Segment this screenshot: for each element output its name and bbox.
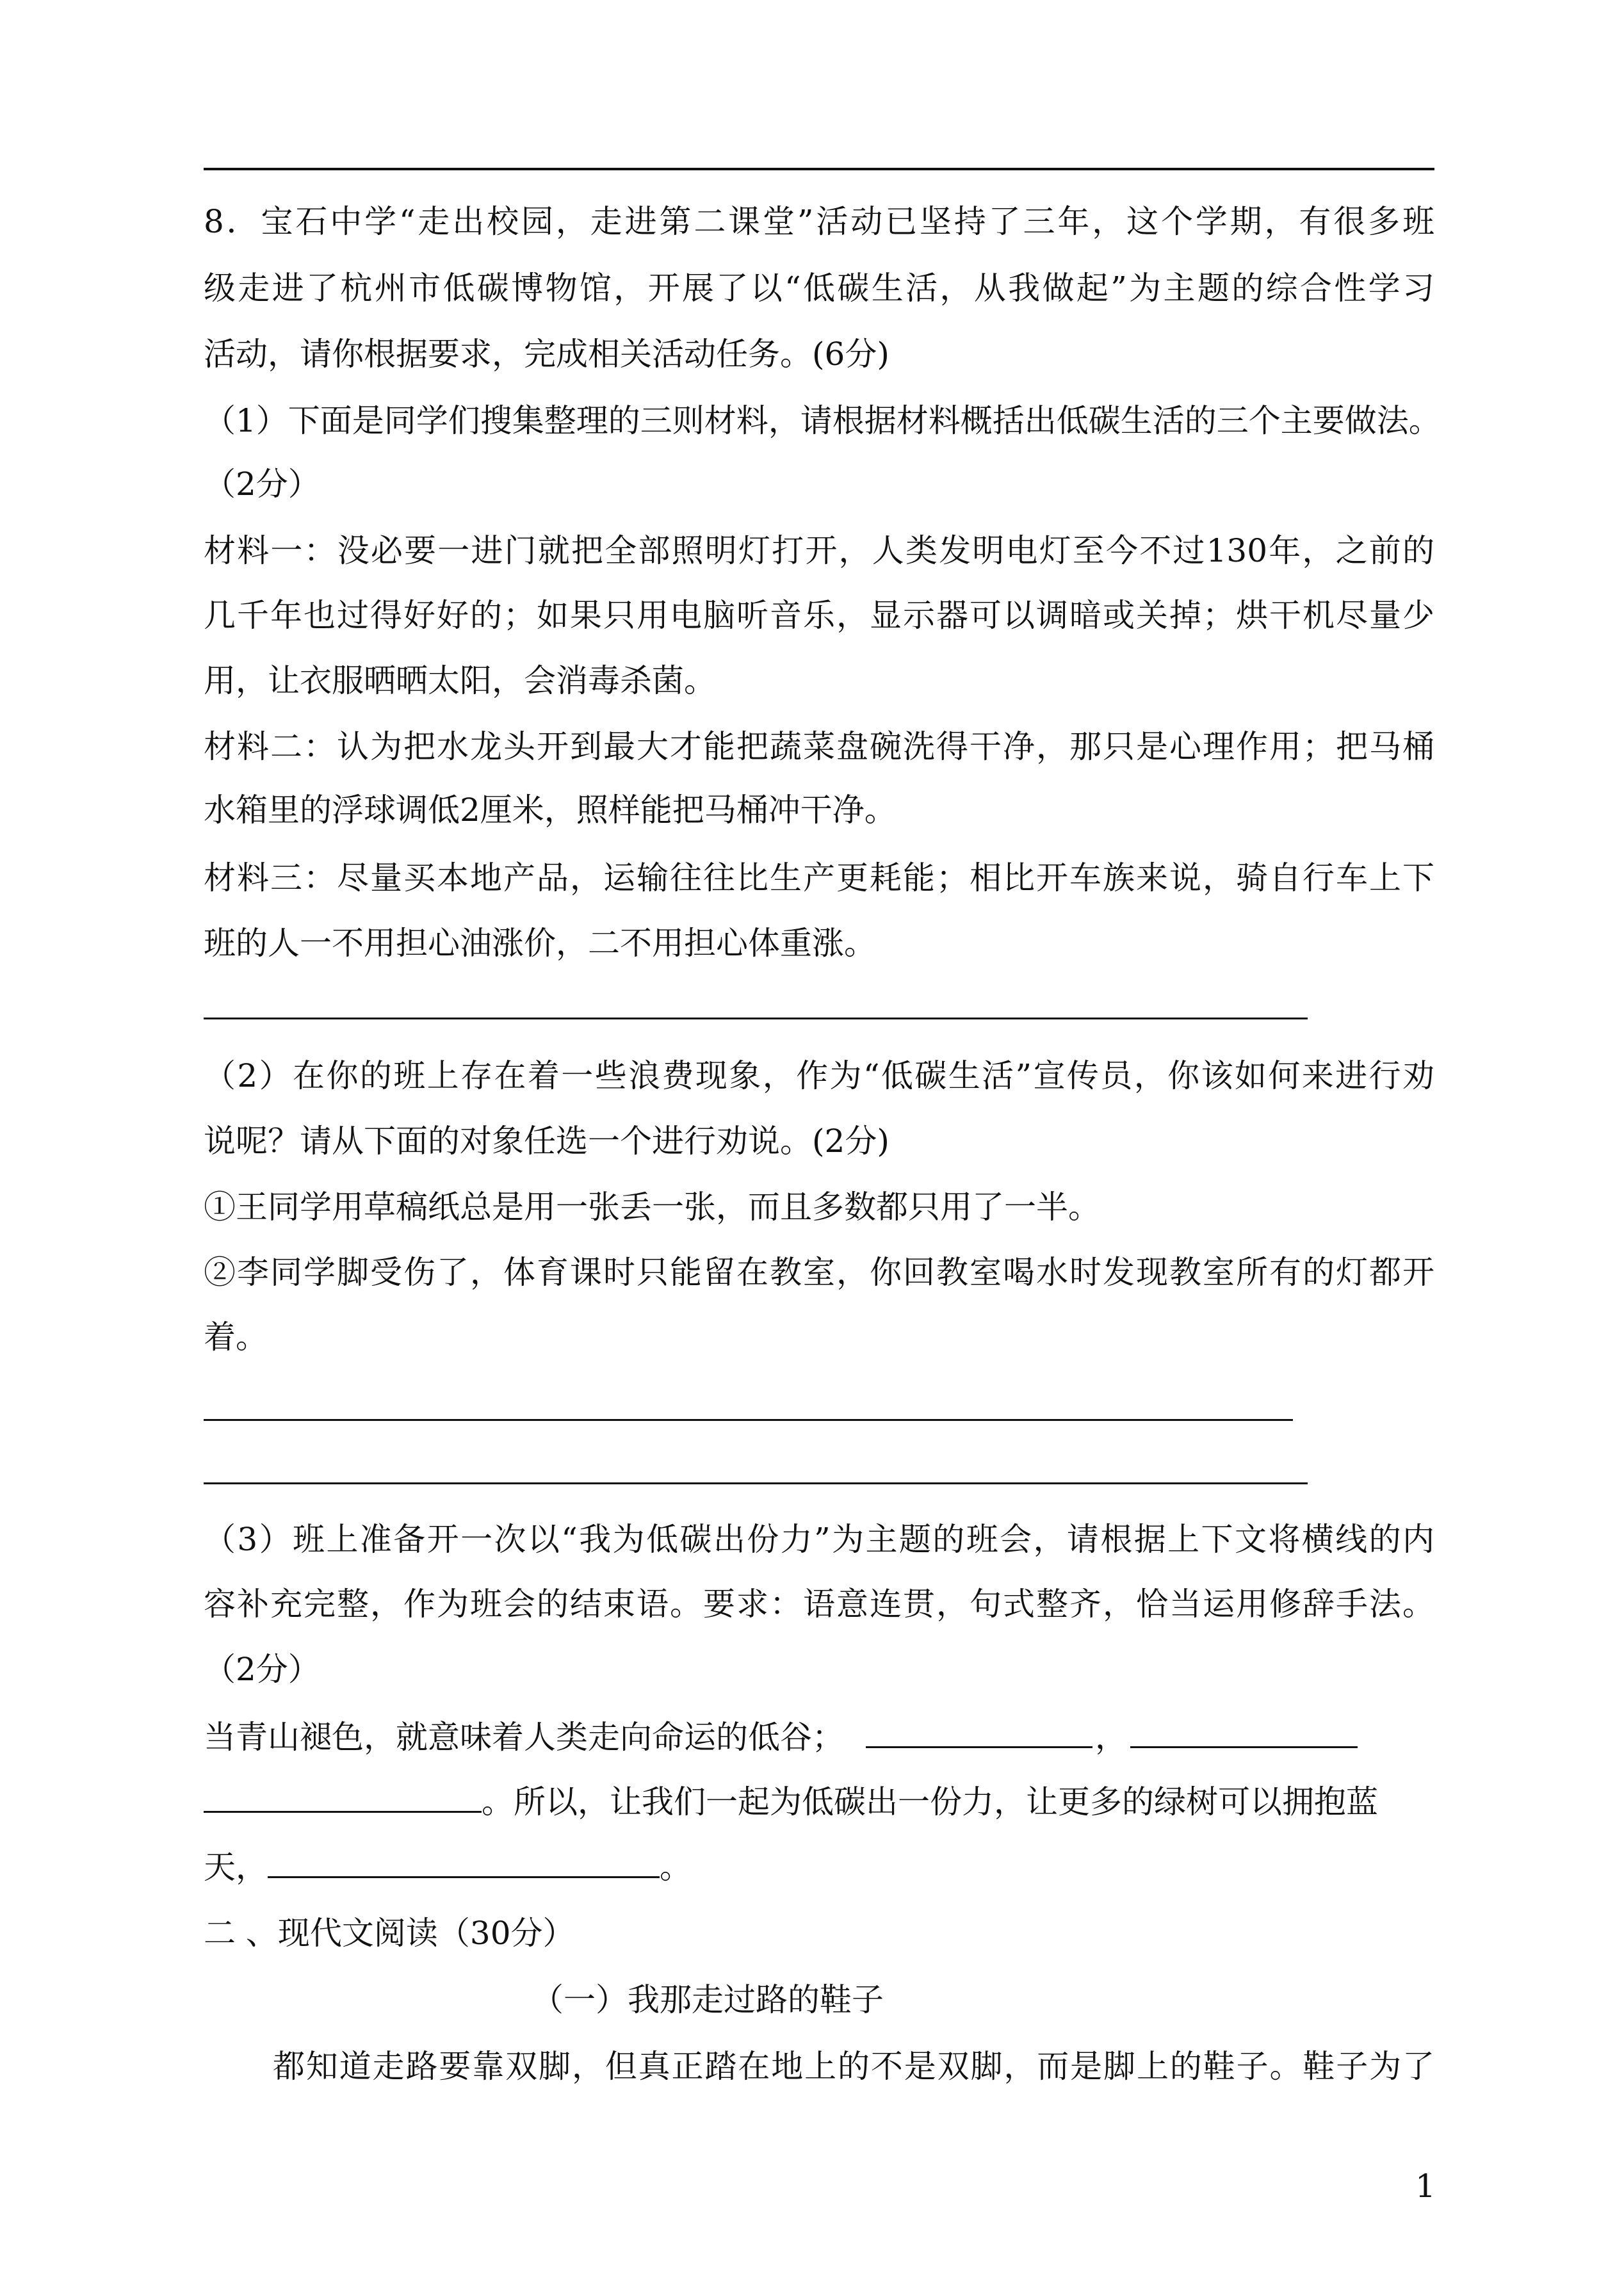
fill-blank[interactable] bbox=[866, 1718, 1092, 1748]
fill-sentence-line bbox=[204, 1783, 1434, 1821]
header-rule bbox=[204, 168, 1434, 170]
material-line: 材料一：没必要一进门就把全部照明灯打开，人类发明电灯至今不过130年，之前的 bbox=[204, 532, 1434, 569]
part2-option: ②李同学脚受伤了，体育课时只能留在教室，你回教室喝水时发现教室所有的灯都开 bbox=[204, 1254, 1434, 1291]
part1-prompt: （1）下面是同学们搜集整理的三则材料，请根据材料概括出低碳生活的三个主要做法。 bbox=[204, 402, 1441, 439]
material-line: 水箱里的浮球调低2厘米，照样能把马桶冲干净。 bbox=[204, 791, 897, 829]
part2-option: ①王同学用草稿纸总是用一张丢一张，而且多数都只用了一半。 bbox=[204, 1188, 1100, 1226]
answer-line[interactable] bbox=[204, 1419, 1293, 1421]
material-line: 材料三：尽量买本地产品，运输往往比生产更耗能；相比开车族来说，骑自行车上下 bbox=[204, 859, 1434, 896]
page-number: 1 bbox=[1415, 2168, 1436, 2205]
material-line: 材料二：认为把水龙头开到最大才能把蔬菜盘碗洗得干净，那只是心理作用；把马桶 bbox=[204, 728, 1434, 765]
fill-blank[interactable] bbox=[204, 1783, 482, 1813]
q8-intro-line: 级走进了杭州市低碳博物馆，开展了以“低碳生活，从我做起”为主题的综合性学习 bbox=[204, 270, 1434, 307]
fill-blank[interactable] bbox=[268, 1848, 660, 1878]
fill-sentence-line bbox=[204, 1848, 1434, 1886]
material-line: 几千年也过得好好的；如果只用电脑听音乐，显示器可以调暗或关掉；烘干机尽量少 bbox=[204, 597, 1434, 634]
part1-score: （2分） bbox=[204, 466, 320, 503]
fill-sentence-line bbox=[204, 1718, 1434, 1756]
part3-prompt: 容补充完整，作为班会的结束语。要求：语意连贯，句式整齐，恰当运用修辞手法。 bbox=[204, 1585, 1434, 1623]
part2-prompt: 说呢？请从下面的对象任选一个进行劝说。(2分) bbox=[204, 1123, 889, 1160]
fill-text: 天， bbox=[204, 1849, 268, 1886]
answer-line[interactable] bbox=[204, 1018, 1308, 1019]
article-paragraph: 都知道走路要靠双脚，但真正踏在地上的不是双脚，而是脚上的鞋子。鞋子为了 bbox=[273, 2048, 1434, 2085]
part2-option: 着。 bbox=[204, 1318, 268, 1356]
article-title: （一）我那走过路的鞋子 bbox=[532, 1981, 884, 2018]
answer-line[interactable] bbox=[204, 1482, 1308, 1484]
fill-text: 。 bbox=[660, 1849, 692, 1886]
part2-prompt: （2）在你的班上存在着一些浪费现象，作为“低碳生活”宣传员，你该如何来进行劝 bbox=[204, 1057, 1434, 1094]
material-line: 用，让衣服晒晒太阳，会消毒杀菌。 bbox=[204, 662, 716, 699]
part3-score: （2分） bbox=[204, 1651, 320, 1688]
q8-intro-line: 活动，请你根据要求，完成相关活动任务。(6分) bbox=[204, 336, 889, 373]
fill-comma: ， bbox=[1095, 1719, 1127, 1756]
material-line: 班的人一不用担心油涨价，二不用担心体重涨。 bbox=[204, 925, 876, 962]
fill-text: 。所以，让我们一起为低碳出一份力，让更多的绿树可以拥抱蓝 bbox=[482, 1783, 1378, 1821]
fill-blank[interactable] bbox=[1130, 1718, 1358, 1748]
section-heading: 二 、现代文阅读（30分） bbox=[204, 1915, 575, 1952]
fill-text: 当青山褪色，就意味着人类走向命运的低谷； bbox=[204, 1719, 844, 1756]
q8-intro-line: 8．宝石中学“走出校园，走进第二课堂”活动已坚持了三年，这个学期，有很多班 bbox=[204, 203, 1434, 240]
part3-prompt: （3）班上准备开一次以“我为低碳出份力”为主题的班会，请根据上下文将横线的内 bbox=[204, 1521, 1434, 1558]
